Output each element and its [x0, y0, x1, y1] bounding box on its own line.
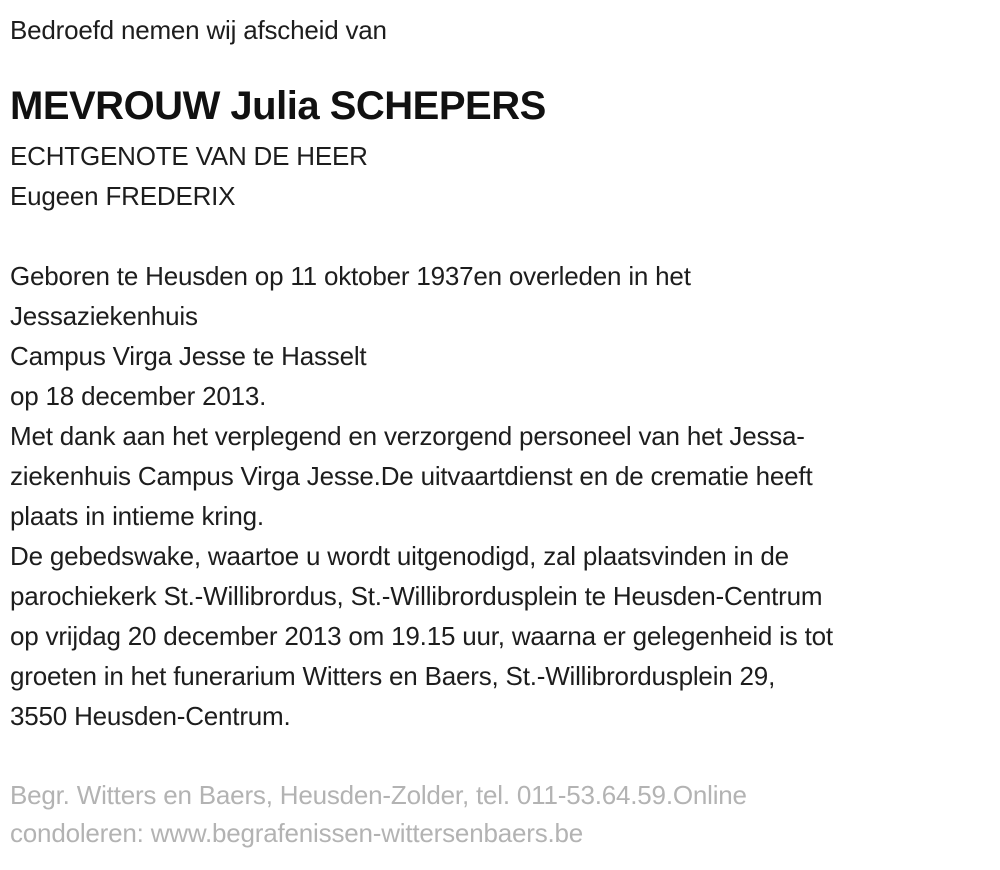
- footer-line: condoleren: www.begrafenissen-wittersenbaers.be: [10, 818, 584, 848]
- body-line: parochiekerk St.-Willibrordus, St.-Willibrordusplein te Heusden-Centrum: [10, 581, 823, 611]
- body-line: Jessaziekenhuis: [10, 301, 198, 331]
- body-line: op 18 december 2013.: [10, 381, 267, 411]
- body-line: Met dank aan het verplegend en verzorgend personeel van het Jessa-: [10, 421, 805, 451]
- body-line: groeten in het funerarium Witters en Baers, St.-Willibrordusplein 29,: [10, 661, 776, 691]
- body-line: De gebedswake, waartoe u wordt uitgenodigd, zal plaatsvinden in de: [10, 541, 789, 571]
- relation-line: ECHTGENOTE VAN DE HEER: [10, 141, 368, 171]
- body-line: 3550 Heusden-Centrum.: [10, 701, 291, 731]
- body-line: op vrijdag 20 december 2013 om 19.15 uur, waarna er gelegenheid is tot: [10, 621, 833, 651]
- deceased-name: MEVROUW Julia SCHEPERS: [10, 84, 546, 128]
- body-line: Campus Virga Jesse te Hasselt: [10, 341, 367, 371]
- spouse-name: Eugeen FREDERIX: [10, 181, 236, 211]
- footer-line: Begr. Witters en Baers, Heusden-Zolder, tel. 011-53.64.59.Online: [10, 780, 747, 810]
- body-line: Geboren te Heusden op 11 oktober 1937en overleden in het: [10, 261, 691, 291]
- body-line: plaats in intieme kring.: [10, 501, 264, 531]
- body-line: ziekenhuis Campus Virga Jesse.De uitvaartdienst en de crematie heeft: [10, 461, 813, 491]
- intro-line: Bedroefd nemen wij afscheid van: [10, 15, 387, 45]
- obituary-body: [10, 256, 990, 736]
- funeral-home-footer: [10, 776, 990, 852]
